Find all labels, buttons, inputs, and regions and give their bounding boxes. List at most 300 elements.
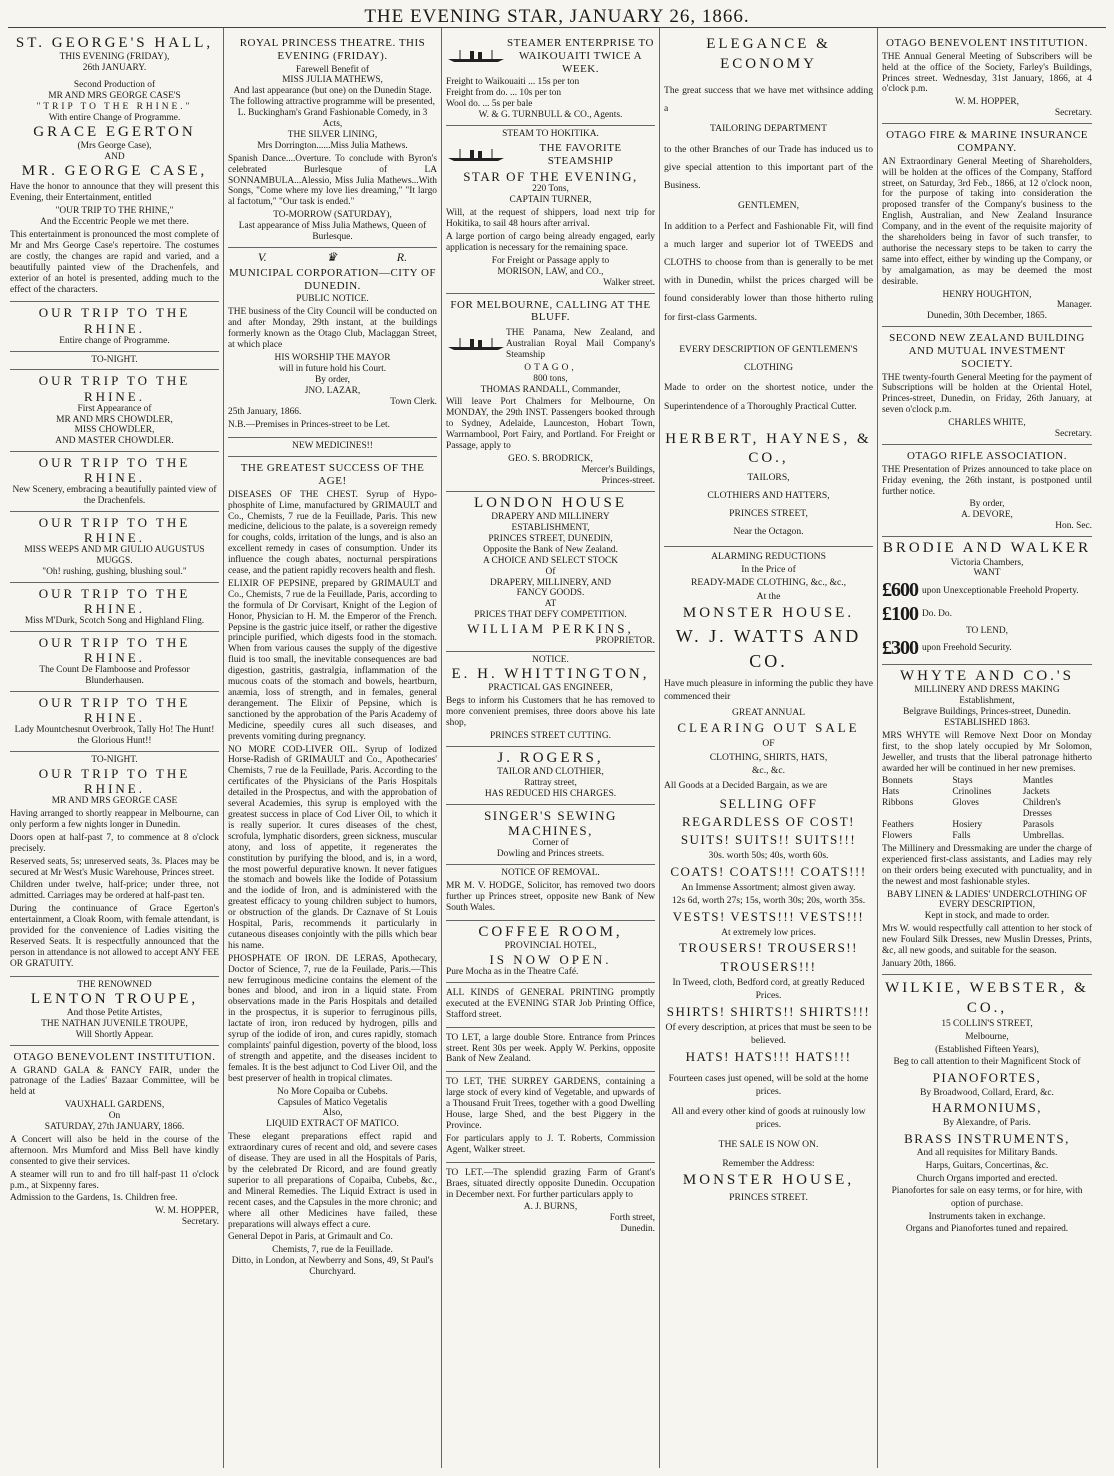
ad-title: TO-NIGHT. <box>91 354 138 365</box>
ad-body: DISEASES OF THE CHEST. Syrup of Hypo-phosphite of Lime, manufactured by GRIMAULT and Co., Chemists, 7 rue de la Feuillade, Paris. This new medicine, delicious to the palate, is a sovereign remedy for coughs, colds, irritation of the lungs, and is also an excellent remedy in cases of consumption. Under its influence the cough abates, nocturnal perspirations cease, and the patient rapidly recovers health and flesh. <box>228 489 437 577</box>
goods-item: Stays <box>952 776 973 787</box>
column-3 <box>442 28 660 1468</box>
ad-subtitle: THE FAVORITE STEAMSHIP <box>539 141 622 167</box>
ad-title: ELEGANCE & ECONOMY <box>706 36 831 72</box>
ad-title: BRODIE AND WALKER <box>882 540 1092 557</box>
ad-line: Farewell Benefit of <box>296 64 369 75</box>
ad-royal-princess-theatre <box>228 32 437 248</box>
goods-item: Bonnets <box>882 776 913 787</box>
ad-line: SATURDAY, 27th JANUARY, 1866. <box>44 1122 185 1133</box>
ad-st-georges-hall <box>10 32 219 302</box>
ad-line: Last appearance of Miss Julia Mathews, Queen of Burlesque. <box>238 221 427 243</box>
loan-amount: £600 <box>882 579 918 602</box>
ad-line: MISS WEEPS AND MR GIULIO AUGUSTUS MUGGS. <box>24 545 205 567</box>
ad-body: PHOSPHATE OF IRON. DE LERAS, Apothecary, Doctor of Science, 7, rue de la Feuilade, Paris.—This new ferruginous medicine contains the element of the bones and blood, and iron in a liquid state. From observations made in the Paris Hospitals and detailed in the prospectus, it is superior to ferruginous pills, lactate of iron, iron reduced by hydrogen, pills and syrup of the iodide of iron, and cures rapidly, stomach complaints' painful digestion, poverty of the blood, loss of strength and appetite, and the diseases incident to females. It is the best adjunct to Cod Liver Oil, and the best preserver of health in tropical climates. <box>228 953 437 1084</box>
ad-line: VESTS! VESTS!!! VESTS!!! <box>672 908 865 924</box>
ad-line: 30s. worth 50s; 40s, worth 60s. <box>708 850 829 862</box>
ad-title: OTAGO RIFLE ASSOCIATION. <box>907 449 1067 462</box>
ad-line: Entire change of Programme. <box>59 335 170 346</box>
goods-row <box>882 831 1092 842</box>
ad-line: TO LEND, <box>965 625 1008 636</box>
ad-line: THE SILVER LINING, <box>287 129 378 140</box>
goods-item: Children's Dresses <box>1022 798 1061 820</box>
ad-body: The great success that we have met withsince adding a <box>664 85 873 115</box>
ad-grimault <box>228 457 437 1282</box>
ad-line: W. & G. TURNBULL & CO., Agents. <box>478 109 623 120</box>
ad-trip-2 <box>10 370 219 452</box>
ad-surrey-gardens <box>446 1072 655 1162</box>
ad-line: Town Clerk. <box>390 396 437 407</box>
ad-trip-6 <box>10 632 219 692</box>
signature-title: Hon. Sec. <box>1055 521 1092 532</box>
ad-title: FOR MELBOURNE, CALLING AT THE BLUFF. <box>450 298 651 324</box>
ad-line: Dowling and Princes streets. <box>496 849 605 860</box>
ad-line: Belgrave Buildings, Princes-street, Dunedin. <box>903 707 1071 718</box>
ad-body: THE twenty-fourth General Meeting for the payment of Subscriptions will be holden at the Oriental Hotel, Princes-street, Dunedin, on Friday, 26th January, at seven o'clock p.m. <box>882 372 1092 416</box>
ad-title: OUR TRIP TO THE RHINE. <box>38 305 191 336</box>
ad-line: REGARDLESS OF COST! <box>682 813 855 829</box>
ad-line: And the Eccentric People we met there. <box>40 217 189 228</box>
ad-line: Church Organs imported and erected. <box>916 1173 1058 1184</box>
signature-title: Secretary. <box>181 1217 219 1228</box>
signature: CHARLES WHITE, <box>948 418 1026 429</box>
ad-body: Having arranged to shortly reappear in Melbourne, can only perform a few nights longer in Dunedin. <box>10 809 219 830</box>
ad-line: SELLING OFF <box>719 795 818 811</box>
ad-title: OUR TRIP TO THE RHINE. <box>38 455 191 486</box>
ad-line: Harps, Guitars, Concertinas, &c. <box>925 1160 1049 1171</box>
ad-lenton-troupe <box>10 977 219 1046</box>
ad-body: Spanish Dance....Overture. To conclude with Byron's celebrated Burlesque of LA SONNAMBULA...Alessio, Miss Julia Mathews...With Songs, "Come where my love lies dreaming," "It largo al factotum," "Our task is ended." <box>228 153 437 208</box>
ad-line: BRASS INSTRUMENTS, <box>904 1130 1070 1146</box>
ad-body: Will leave Port Chalmers for Melbourne, On MONDAY, the 29th INST. Passengers booked through to Sydney, Adelaide, Launceston, Hobart Town, Warrnambool, Port Fairy, and Portland. For Freight or Passage, apply to <box>446 397 655 452</box>
ad-body: All Goods at a Decided Bargain, as we are <box>664 780 828 792</box>
ad-coffee-room <box>446 921 655 983</box>
ad-body: For particulars apply to J. T. Roberts, Commission Agent, Walker street. <box>446 1133 655 1155</box>
ad-line: In the Price of <box>741 564 796 576</box>
ad-line: On <box>108 1111 121 1122</box>
ad-line: Melbourne, <box>965 1032 1009 1043</box>
loan-terms: Do. Do. <box>922 608 952 619</box>
ship-name: STAR OF THE EVENING, <box>463 169 638 185</box>
ad-line: BABY LINEN & LADIES' UNDERCLOTHING OF EVERY DESCRIPTION, <box>886 889 1088 911</box>
ad-line: And those Petite Artistes, <box>66 1008 163 1019</box>
ad-line: THE SALE IS NOW ON. <box>718 1138 819 1150</box>
ad-body: Mrs W. would respectfully call attention to her stock of new Foulard Silk Dresses, new Muslin Dresses, Prints, &c, all new goods, and suitable for the season. <box>882 924 1092 957</box>
ad-title: LENTON TROUPE, <box>30 990 199 1007</box>
ad-body: N.B.—Premises in Princes-street to be Let. <box>228 420 390 431</box>
ad-line: MISS CHOWDLER, <box>74 425 155 436</box>
ad-line: AND <box>104 152 125 163</box>
ad-line: 25th January, 1866. <box>228 407 302 418</box>
ad-trip-5 <box>10 583 219 632</box>
ad-line: MR AND MRS GEORGE CASE'S <box>48 91 181 102</box>
ad-line: January 20th, 1866. <box>882 958 956 969</box>
steamship-icon <box>446 148 506 162</box>
signature-title: Secretary. <box>1054 429 1092 440</box>
ad-line: CLOTHING, SHIRTS, HATS, <box>709 751 828 763</box>
ad-body: Children under twelve, half-price; under three, not admitted. Carriages may be ordered at half-past ten. <box>10 880 219 902</box>
goods-list <box>882 776 1092 841</box>
ad-line: SHIRTS! SHIRTS!! SHIRTS!!! <box>666 1003 871 1019</box>
ad-title: SINGER'S SEWING MACHINES, <box>484 808 617 839</box>
ad-title: SECOND NEW ZEALAND BUILDING AND MUTUAL INVESTMENT SOCIETY. <box>889 332 1085 370</box>
ad-line: A CHOICE AND SELECT STOCK <box>482 555 619 566</box>
ad-title: WHYTE AND CO.'S <box>900 667 1074 684</box>
advertiser-name: W. J. WATTS AND CO. <box>675 626 862 672</box>
ad-body: Reserved seats, 5s; unreserved seats, 3s. Places may be secured at Mr West's Music Warehouse, Princes street. <box>10 856 219 878</box>
ad-line: THOMAS RANDALL, Commander, <box>480 384 621 395</box>
signature-title: Manager. <box>1056 300 1092 311</box>
ad-line: Of every description, at prices that must be seen to be believed. <box>665 1021 872 1047</box>
royal-cipher <box>228 251 437 265</box>
columns <box>6 28 1108 1468</box>
ad-line: ESTABLISHMENT, <box>511 523 590 533</box>
ad-hodge <box>446 865 655 921</box>
performer-name: GRACE EGERTON <box>33 123 196 140</box>
ad-title: OUR TRIP TO THE RHINE. <box>38 635 191 666</box>
ad-title: OTAGO BENEVOLENT INSTITUTION. <box>886 37 1088 49</box>
ad-line: will in future hold his Court. <box>278 363 387 374</box>
ad-body: These elegant preparations effect rapid and extraordinary cures of recent and old, and severe cases of disease. They are used in all the Hospitals of Paris, by the celebrated Dr Ricord, and are found greatly superior to all preparations of Copaiba, Cubebs, &c., and Mineral Remedies. The Liquid Extract is used in recent cases, and the Capsules in the more chronic; and where all other Medicines have failed, these preparations will always effect a cure. <box>228 1132 437 1230</box>
cipher-v: V. <box>257 250 267 264</box>
ad-title: OUR TRIP TO THE RHINE. <box>38 765 191 797</box>
ad-line: Organs and Pianofortes tuned and repaired. <box>905 1224 1069 1235</box>
ad-line: Miss M'Durk, Scotch Song and Highland Fling. <box>24 616 205 627</box>
ad-line: And all requisites for Military Bands. <box>916 1148 1058 1159</box>
column-1 <box>6 28 224 1468</box>
ad-line: FANCY GOODS. <box>516 588 585 599</box>
ad-line: TAILOR AND CLOTHIER, <box>497 767 604 778</box>
advertiser-name: HERBERT, HAYNES, & CO., <box>665 430 872 467</box>
ad-line: MORISON, LAW, and CO., <box>497 266 604 277</box>
ad-body: NO MORE COD-LIVER OIL. Syrup of Iodized Horse-Radish of GRIMAULT and Co., Apothecaries' Chemists, 7 rue de la Feuillade, Paris. According to the certificates of the Physicians of the Paris Hospitals detailed in the Prospectus, and with the approbation of several Academies, this syrup is employed with the greatest success in place of Cod Liver Oil, to which it is really superior. It cures diseases of the chest, scrofula, lymphatic disorders, green sickness, muscular atony, and loss of appetite, it regenerates the constitution by purifying the blood, and is, in a word, the most powerful depurative known. It never fatigues the stomach and bowels like the Iodide of Potassium and the iodide of Iron, and is administered with the greatest efficacy to young children subject to humors, or obstruction of the glands. Dr Caznave of St Louis Hospital, Paris, recommends it particularly in cutaneous diseases conjointly with the pills which bear his name. <box>228 744 437 951</box>
ad-rogers <box>446 747 655 805</box>
ship-name: OTAGO, <box>524 362 577 373</box>
ad-line: PROPRIETOR. <box>595 636 655 647</box>
ad-title: NEW MEDICINES!! <box>292 441 373 452</box>
ad-line: "OUR TRIP TO THE RHINE," <box>55 206 174 217</box>
ad-trip-8 <box>10 752 219 977</box>
ad-line: PROVINCIAL HOTEL, <box>504 941 597 952</box>
ad-line: Ditto, in London, at Newberry and Sons, 49, St Paul's Churchyard. <box>231 1256 434 1278</box>
ad-line: Chemists, 7, rue de la Feuillade. <box>272 1245 393 1256</box>
ad-line: (Mrs George Case), <box>77 141 152 152</box>
ad-title: MUNICIPAL CORPORATION—CITY OF DUNEDIN. <box>228 266 437 292</box>
ad-body: During the continuance of Grace Egerton's entertainment, a Cloak Room, with female attendant, is provided for the convenience of Ladies visiting the Reserved Seats. It is respectfully announced that the person in attendance is not allowed to accept ANY FEE OR GRATUITY. <box>10 904 219 969</box>
column-5 <box>878 28 1096 1468</box>
ad-line: GREAT ANNUAL <box>731 706 806 718</box>
ad-line: At the <box>756 590 781 602</box>
ad-line: 26th JANUARY. <box>82 63 147 74</box>
ad-body: THE Panama, New Zealand, and Australian Royal Mail Company's Steamship <box>506 328 655 360</box>
ad-steamer-enterprise <box>446 32 655 126</box>
ad-header <box>446 326 655 363</box>
ad-line: MISS JULIA MATHEWS, <box>282 75 383 86</box>
ad-line: New Scenery, embracing a beautifully painted view of the Drachenfels. <box>12 485 217 507</box>
cipher-r: R. <box>396 250 408 264</box>
ad-title: TO-NIGHT. <box>91 755 138 766</box>
ad-body: A GRAND GALA & FANCY FAIR, under the patronage of the Ladies' Bazaar Committee, will be held at <box>10 1065 219 1098</box>
ad-line: MR AND MRS GEORGE CASE <box>51 796 178 807</box>
goods-item: Crinolines <box>952 787 992 798</box>
ad-line: Second Production of <box>73 80 156 91</box>
ad-title: OTAGO BENEVOLENT INSTITUTION. <box>13 1050 216 1063</box>
ad-line: JNO. LAZAR, <box>304 385 361 396</box>
ad-body: A large portion of cargo being already engaged, early application is necessary for the remaining space. <box>446 231 655 253</box>
ad-line: VAUXHALL GARDENS, <box>64 1100 165 1111</box>
ad-line: First Appearance of <box>77 403 152 414</box>
ad-line: Princes-street. <box>601 475 655 486</box>
ad-line: OF <box>762 738 775 750</box>
ad-line: READY-MADE CLOTHING, &c., &c., <box>690 577 847 589</box>
ad-line: Lady Mountchesnut Overbrook, Tally Ho! The Hunt! the Glorious Hunt!! <box>14 725 215 747</box>
loan-amount: £100 <box>882 602 918 625</box>
ad-building-society <box>882 327 1092 445</box>
ad-line: A. J. BURNS, <box>523 1202 578 1213</box>
ad-title: ROYAL PRINCESS THEATRE. THIS EVENING (FRIDAY). <box>239 37 426 62</box>
signature-title: Secretary. <box>1054 108 1092 119</box>
ad-line: GENTLEMEN, <box>737 200 799 212</box>
ad-line: THIS EVENING (FRIDAY), <box>59 52 170 63</box>
ad-body: ALL KINDS of GENERAL PRINTING promptly executed at the EVENING STAR Job Printing Office, Stafford street. <box>446 987 655 1020</box>
ad-line: Of <box>545 566 556 577</box>
ad-line: HATS! HATS!!! HATS!!! <box>685 1048 852 1064</box>
ad-title: COFFEE ROOM, <box>478 923 623 940</box>
ad-body: MR M. V. HODGE, Solicitor, has removed two doors further up Princes street, opposite new Bank of New South Wales. <box>446 880 655 913</box>
ad-line: 800 tons, <box>533 373 568 384</box>
ad-line: L. Buckingham's Grand Fashionable Comedy, in 3 Acts, <box>237 108 428 130</box>
ad-line: 15 COLLIN'S STREET, <box>941 1019 1033 1030</box>
column-4 <box>660 28 878 1468</box>
ad-line: HAS REDUCED HIS CHARGES. <box>484 789 617 800</box>
ad-line: Mercer's Buildings, <box>581 464 655 475</box>
goods-item: Hats <box>882 787 900 798</box>
ad-line: AND MASTER CHOWDLER. <box>55 436 174 447</box>
ad-title: NOTICE OF REMOVAL. <box>501 868 600 879</box>
ad-title: OUR TRIP TO THE RHINE. <box>38 373 191 404</box>
ad-singer <box>446 805 655 865</box>
ad-line: Dunedin. <box>620 1224 655 1235</box>
masthead: THE EVENING STAR, JANUARY 26, 1866. <box>8 0 1106 28</box>
ad-line: IS NOW OPEN. <box>489 951 612 967</box>
ad-grants-braes <box>446 1163 655 1239</box>
ad-line: CAPTAIN TURNER, <box>509 195 592 206</box>
ad-body: A Concert will also be held in the course of the afternoon. Mrs Mumford and Miss Bell have kindly consented to give their services. <box>10 1134 219 1167</box>
loan-row <box>882 603 1092 626</box>
ad-body: AN Extraordinary General Meeting of Shareholders, will be holden at the offices of the Company, Stafford street, on Saturday, 3rd Feb., 1866, at 12 o'clock noon, for the purpose of taking into consideration the proposed transfer of the Company's business to the English, Australian, and New Zealand Insurance Company, and in the event of the requisite majority of the shareholders being in favor of such transfer, to authorise the necessary steps to be taken to carry the same into effect, either by winding up the Company, or by amalgamation, as may be deemed the most desirable. <box>882 156 1092 287</box>
ad-body: Will, at the request of shippers, load next trip for Hokitika, to sail 48 hours after arrival. <box>446 208 655 230</box>
ad-line: Remember the Address: <box>722 1157 815 1169</box>
goods-row <box>882 798 1092 820</box>
goods-item: Mantles <box>1022 776 1053 787</box>
ad-line: PRINCES STREET, <box>729 508 808 520</box>
signature: W. M. HOPPER, <box>155 1206 219 1217</box>
ad-line: By order, <box>969 499 1005 510</box>
ad-london-house <box>446 492 655 652</box>
ad-line: THE NATHAN JUVENILE TROUPE, <box>41 1018 188 1029</box>
freight-rate: Wool do. ... 5s per bale <box>446 99 533 110</box>
ad-line: With entire Change of Programme. <box>48 112 181 123</box>
proprietor-name: WILLIAM PERKINS, <box>467 621 634 637</box>
column-2 <box>224 28 442 1468</box>
ad-line: PRICES THAT DEFY COMPETITION. <box>474 610 627 621</box>
ad-line: At extremely low prices. <box>721 927 816 938</box>
ad-rifle-association <box>882 445 1092 537</box>
ad-title: ST. GEORGE'S HALL, <box>15 35 214 51</box>
ad-trip-3 <box>10 452 219 512</box>
ad-line: The Count De Flamboose and Professor Blunderhausen. <box>39 665 190 687</box>
ad-line: TAILORS, <box>747 471 790 483</box>
ad-line: PUBLIC NOTICE. <box>296 294 369 305</box>
loan-row <box>882 637 1092 660</box>
ad-line: 220 Tons, <box>532 184 569 195</box>
ad-body: Admission to the Gardens, 1s. Children free. <box>10 1193 178 1204</box>
ad-title: ALARMING REDUCTIONS <box>711 550 826 562</box>
ad-line: Rattray street, <box>524 778 577 789</box>
advertiser-name: E. H. WHITTINGTON, <box>451 666 650 683</box>
ad-line: Forth street, <box>609 1213 655 1224</box>
shop-name: MONSTER HOUSE. <box>682 605 855 622</box>
ad-body: In addition to a Perfect and Fashionable Fit, will find a much larger and superior lot of TWEEDS and CLOTHS to choose from than is generally to be met with in Dunedin, whilst the prices charged will be found considerably lower than those hitherto ruling for first-class Garments. <box>664 220 873 323</box>
ad-line: Pianofortes for sale on easy terms, or for hire, with option of purchase. <box>891 1186 1083 1209</box>
ad-line: HARMONIUMS, <box>931 1100 1043 1116</box>
ad-header <box>446 35 655 77</box>
ad-line: Mrs Dorrington......Miss Julia Mathews. <box>257 140 408 151</box>
ad-line: Kept in stock, and made to order. <box>924 911 1050 922</box>
ad-line: Instruments taken in exchange. <box>928 1211 1046 1222</box>
ad-municipal <box>228 248 437 438</box>
ad-line: An Immense Assortment; almost given away. <box>681 881 856 893</box>
ad-trip-1 <box>10 302 219 351</box>
ad-body: THE Annual General Meeting of Subscribers will be held at the office of the Society, Farley's Buildings, Princes street. Wednesday, 31st January, 1866, at 4 o'clock p.m. <box>882 51 1092 95</box>
ad-tonight-1 <box>10 352 219 371</box>
ad-line: WANT <box>973 568 1001 579</box>
ad-title: THE GREATEST SUCCESS OF THE AGE! <box>240 462 425 487</box>
ad-line: "TRIP TO THE RHINE." <box>36 102 193 113</box>
freight-rate: Freight from do. ... 10s per ton <box>446 88 562 99</box>
ad-title: OUR TRIP TO THE RHINE. <box>38 586 191 617</box>
ad-line: Corner of <box>532 838 569 849</box>
signature: W. M. HOPPER, <box>955 97 1019 108</box>
goods-item: Hosiery <box>952 820 983 831</box>
ad-line: Victoria Chambers, <box>950 557 1024 568</box>
ad-body: to the other Branches of our Trade has induced us to give special attention to this important part of the Business. <box>664 143 873 192</box>
goods-item: Jackets <box>1022 787 1050 798</box>
performer-name: MR. GEORGE CASE, <box>21 163 208 180</box>
ad-body: Begs to inform his Customers that he has removed to more convenient premises, three doors above his late shop, <box>446 696 655 729</box>
ad-body: TO LET, a large double Store. Entrance from Princes street. Rent 30s per week. Apply W. Perkins, opposite Bank of New Zealand. <box>446 1032 655 1065</box>
ad-fire-marine <box>882 124 1092 327</box>
ad-body: TO LET.—The splendid grazing Farm of Grant's Braes, situated directly opposite Dunedin. Occupation in December next. For further particulars apply to <box>446 1167 655 1200</box>
goods-row <box>882 776 1092 787</box>
ad-line: LIQUID EXTRACT OF MATICO. <box>266 1119 399 1130</box>
goods-item: Feathers <box>882 820 914 831</box>
ad-line: All and every other kind of goods at ruinously low prices. <box>671 1105 866 1131</box>
sale-title: CLEARING OUT SALE <box>677 719 860 735</box>
ad-line: 12s 6d, worth 27s; 15s, worth 30s; 20s, worth 35s. <box>671 895 866 907</box>
ad-line: HIS WORSHIP THE MAYOR <box>274 352 391 363</box>
ad-line: DRAPERY, MILLINERY, AND <box>489 577 612 588</box>
ad-line: Capsules of Matico Vegetalis <box>277 1097 388 1108</box>
ad-to-let-store <box>446 1028 655 1073</box>
loan-terms: upon Unexceptionable Freehold Property. <box>922 585 1079 596</box>
ad-line: "Oh! rushing, gushing, blushing soul." <box>42 567 187 578</box>
ad-line: &c., &c. <box>751 764 786 776</box>
ad-line: PRINCES STREET CUTTING. <box>490 731 611 742</box>
ad-melbourne <box>446 294 655 492</box>
ad-line: MILLINERY AND DRESS MAKING <box>914 685 1060 696</box>
ad-line: By Broadwood, Collard, Erard, &c. <box>920 1087 1054 1098</box>
goods-row <box>882 787 1092 798</box>
ad-body: THE Presentation of Prizes announced to take place on Friday evening, the 26th instant, is postponed until further notice. <box>882 464 1092 497</box>
ad-title: OUR TRIP TO THE RHINE. <box>38 515 191 546</box>
ad-trip-7 <box>10 692 219 752</box>
steamship-icon <box>446 337 506 351</box>
ad-line: Opposite the Bank of New Zealand. <box>483 544 618 555</box>
ad-benevolent-meeting <box>882 32 1092 124</box>
loan-terms: upon Freehold Security. <box>922 642 1012 653</box>
ad-line: (Established Fifteen Years), <box>935 1044 1039 1055</box>
ad-benevolent-gala <box>10 1046 219 1232</box>
ad-line: TROUSERS!!! <box>720 958 817 974</box>
shop-name: MONSTER HOUSE, <box>682 1172 855 1189</box>
ad-line: ESTABLISHED 1863. <box>944 717 1030 728</box>
ad-line: PIANOFORTES, <box>932 1070 1042 1086</box>
ad-steam-hokitika <box>446 126 655 294</box>
ad-body: A steamer will run to and fro till half-past 11 o'clock p.m., at Sixpenny fares. <box>10 1169 219 1191</box>
ad-brodie-walker <box>882 537 1092 665</box>
signature: HENRY HOUGHTON, <box>942 289 1032 300</box>
ad-body: ELIXIR OF PEPSINE, prepared by GRIMAULT and Co., Chemists, 7 rue de la Feuillade, Paris, according to the formula of Dr Corvisart, Knight of the Legion of Honor, Physician to H. M. the Emperor of the French. Pepsine is the gastric juice itself, or rather the digestive principle purified, which digests food in the stomach. When from various causes the supply of the digestive fluid is too small, the inevitable consequences are bad digestion, gastritis, gastralgia, inflammation of the mucous coats of the stomach and bowels, heartburn, anæmia, loss of strength, and in females, general derangement. The Elixir of Pepsine, which is sanctioned by the approbation of the Paris Academy of Medicine, speedily cures all such diseases, and prevents vomiting during pregnancy. <box>228 578 437 742</box>
ad-line: Pure Mocha as in the Theatre Café. <box>446 967 579 978</box>
ad-line: Near the Octagon. <box>733 526 804 538</box>
loan-amount: £300 <box>882 636 918 659</box>
ad-line: TAILORING DEPARTMENT <box>710 123 827 135</box>
ad-title: STEAM TO HOKITIKA. <box>502 128 599 139</box>
ad-whyte-millinery <box>882 665 1092 975</box>
ad-body: This entertainment is pronounced the most complete of Mr and Mrs George Case's repertoire. The costumes are costly, the changes are rapid and varied, and a beautifully painted view of the Drachenfels, and exterior of an hotel is presented, adding much to the effect of the characters. <box>10 230 219 295</box>
ad-body: Have the honor to announce that they will present this Evening, their Entertainment, entitled <box>10 182 219 204</box>
ad-title: OUR TRIP TO THE RHINE. <box>38 695 191 726</box>
ad-printing <box>446 983 655 1028</box>
ad-new-medicines <box>228 438 437 457</box>
ad-line: TO-MORROW (SATURDAY), <box>273 210 392 221</box>
goods-item: Falls <box>952 831 971 841</box>
ad-line: PRACTICAL GAS ENGINEER, <box>488 683 613 694</box>
ad-line: Fourteen cases just opened, will be sold at the home prices. <box>668 1072 869 1098</box>
ad-body: THE business of the City Council will be conducted on and after Monday, 29th instant, at the buildings formerly known as the Otago Club, Maclaggan Street, at which place <box>228 307 437 351</box>
ad-trip-4 <box>10 512 219 583</box>
ad-line: GEO. S. BRODRICK, <box>508 453 593 464</box>
ad-line: Walker street. <box>603 277 655 288</box>
ad-line: And last appearance (but one) on the Dunedin Stage. <box>233 86 432 97</box>
ad-line: MR AND MRS CHOWDLER, <box>56 414 173 425</box>
ad-line: AT <box>544 599 557 610</box>
ad-body: General Depot in Paris, at Grimault and Co. <box>228 1232 393 1243</box>
ad-monster-house <box>664 547 873 1209</box>
ad-line: Establishment, <box>959 696 1015 707</box>
freight-rate: Freight to Waikouaiti ... 15s per ton <box>446 77 580 88</box>
ad-title: LONDON HOUSE <box>473 494 628 511</box>
ad-line: The following attractive programme will be presented, <box>230 97 435 108</box>
ad-line: No More Copaiba or Cubebs. <box>277 1086 388 1097</box>
steamship-icon <box>446 49 506 63</box>
ad-header <box>446 140 655 170</box>
ad-line: Also, <box>322 1108 343 1119</box>
ad-line: By order, <box>314 374 351 385</box>
ad-title: WILKIE, WEBSTER, & CO., <box>885 979 1089 1017</box>
ad-body: The Millinery and Dressmaking are under the charge of experienced first-class assistants, and Ladies may rely on their orders being executed with punctuality, and in the newest and most fashionable styles. <box>882 843 1092 887</box>
